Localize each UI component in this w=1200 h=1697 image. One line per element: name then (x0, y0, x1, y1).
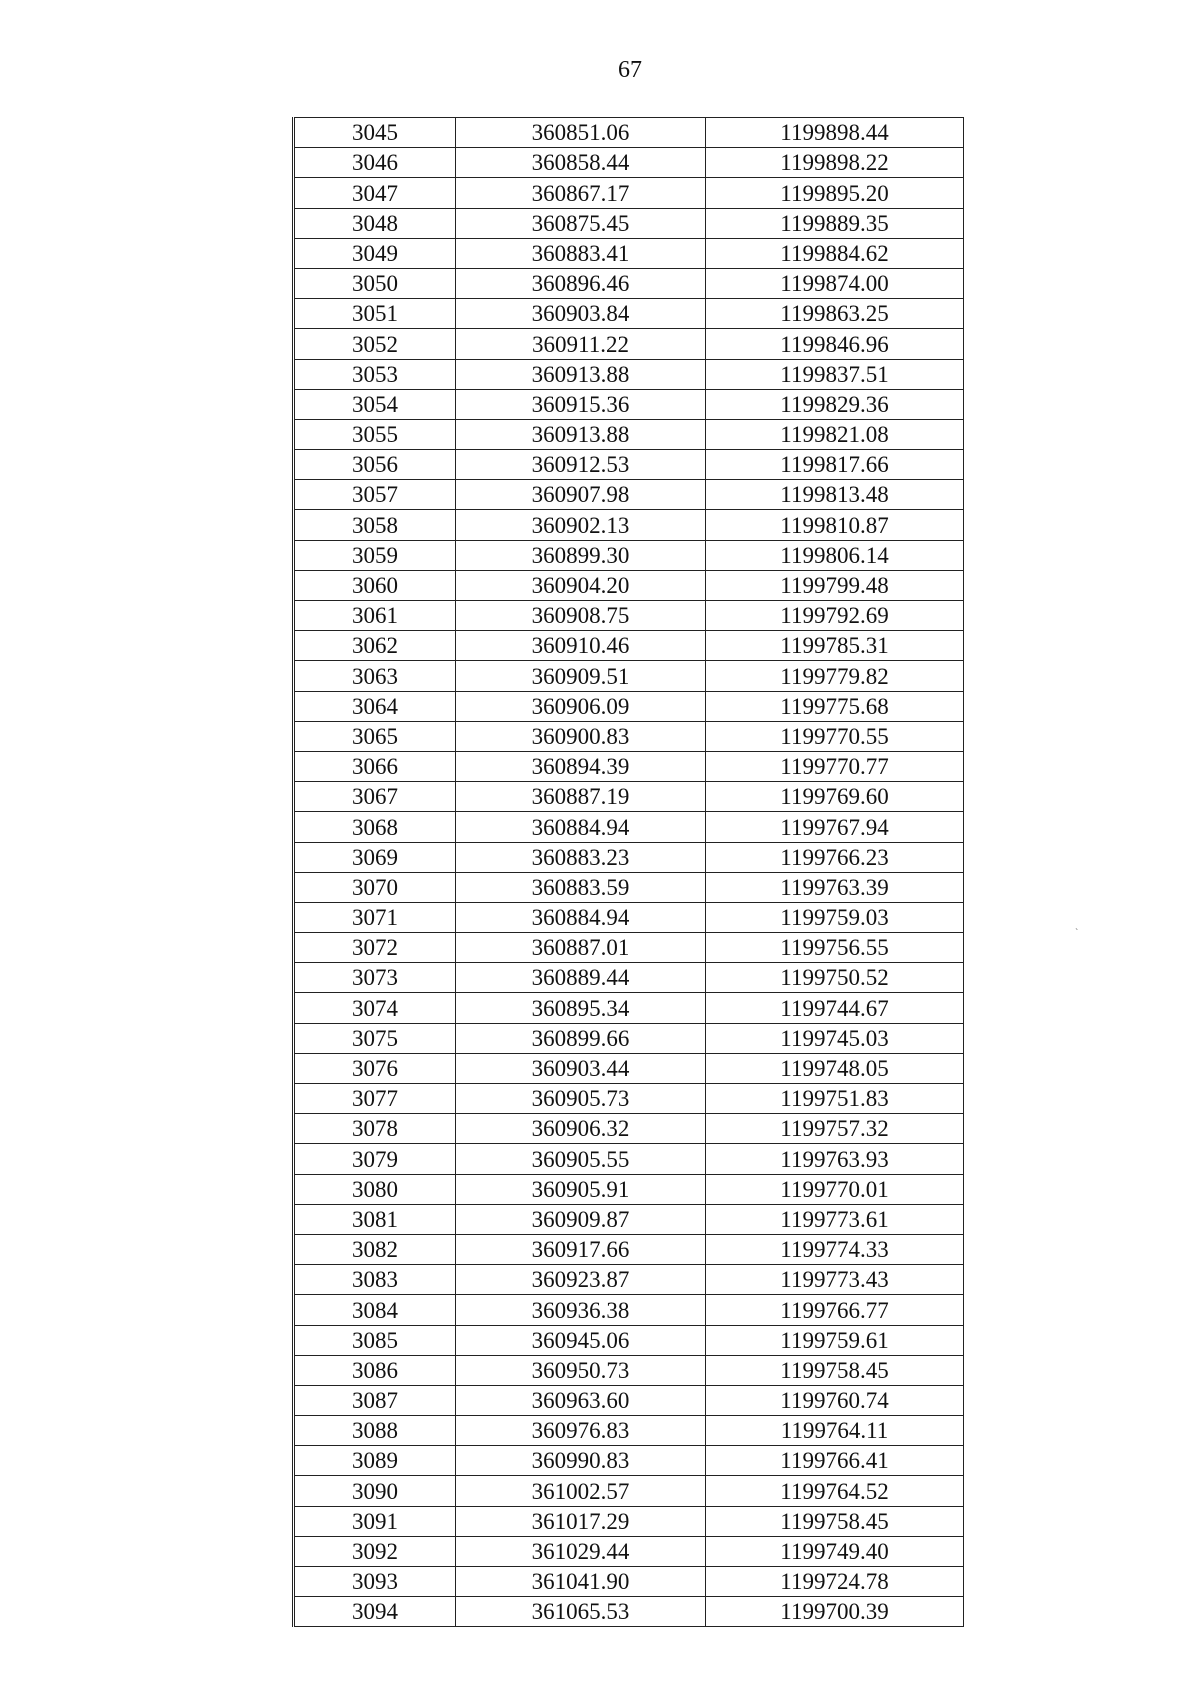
table-row (294, 1476, 964, 1506)
y-coordinate-cell: 1199806.14 (706, 540, 964, 570)
table-row (294, 389, 964, 419)
x-coordinate-cell: 360887.19 (456, 782, 706, 812)
table-row (294, 1506, 964, 1536)
table-row (294, 1446, 964, 1476)
point-number-cell: 3092 (294, 1536, 456, 1566)
table-row (294, 963, 964, 993)
table-row (294, 1023, 964, 1053)
x-coordinate-cell: 360936.38 (456, 1295, 706, 1325)
y-coordinate-cell: 1199769.60 (706, 782, 964, 812)
y-coordinate-cell: 1199750.52 (706, 963, 964, 993)
x-coordinate-cell: 361029.44 (456, 1536, 706, 1566)
point-number-cell: 3070 (294, 872, 456, 902)
table-row (294, 329, 964, 359)
y-coordinate-cell: 1199863.25 (706, 299, 964, 329)
x-coordinate-cell: 360905.91 (456, 1174, 706, 1204)
point-number-cell: 3048 (294, 208, 456, 238)
x-coordinate-cell: 360909.51 (456, 661, 706, 691)
point-number-cell: 3047 (294, 178, 456, 208)
x-coordinate-cell: 360867.17 (456, 178, 706, 208)
point-number-cell: 3088 (294, 1416, 456, 1446)
point-number-cell: 3062 (294, 631, 456, 661)
table-row (294, 1053, 964, 1083)
point-number-cell: 3063 (294, 661, 456, 691)
x-coordinate-cell: 360883.41 (456, 238, 706, 268)
y-coordinate-cell: 1199770.77 (706, 751, 964, 781)
table-row (294, 933, 964, 963)
table-row (294, 691, 964, 721)
y-coordinate-cell: 1199898.22 (706, 148, 964, 178)
table-row (294, 148, 964, 178)
table-row (294, 661, 964, 691)
point-number-cell: 3049 (294, 238, 456, 268)
y-coordinate-cell: 1199744.67 (706, 993, 964, 1023)
point-number-cell: 3045 (294, 118, 456, 148)
table-row (294, 359, 964, 389)
y-coordinate-cell: 1199764.52 (706, 1476, 964, 1506)
x-coordinate-cell: 360911.22 (456, 329, 706, 359)
y-coordinate-cell: 1199779.82 (706, 661, 964, 691)
point-number-cell: 3074 (294, 993, 456, 1023)
x-coordinate-cell: 360950.73 (456, 1355, 706, 1385)
x-coordinate-cell: 360894.39 (456, 751, 706, 781)
y-coordinate-cell: 1199770.55 (706, 721, 964, 751)
coordinates-table (292, 117, 964, 1627)
y-coordinate-cell: 1199756.55 (706, 933, 964, 963)
y-coordinate-cell: 1199837.51 (706, 359, 964, 389)
point-number-cell: 3093 (294, 1567, 456, 1597)
y-coordinate-cell: 1199766.41 (706, 1446, 964, 1476)
table-row (294, 1536, 964, 1566)
table-row (294, 540, 964, 570)
y-coordinate-cell: 1199748.05 (706, 1053, 964, 1083)
point-number-cell: 3082 (294, 1234, 456, 1264)
x-coordinate-cell: 360903.84 (456, 299, 706, 329)
y-coordinate-cell: 1199749.40 (706, 1536, 964, 1566)
point-number-cell: 3058 (294, 510, 456, 540)
point-number-cell: 3052 (294, 329, 456, 359)
y-coordinate-cell: 1199799.48 (706, 570, 964, 600)
y-coordinate-cell: 1199764.11 (706, 1416, 964, 1446)
x-coordinate-cell: 360909.87 (456, 1204, 706, 1234)
x-coordinate-cell: 360851.06 (456, 118, 706, 148)
y-coordinate-cell: 1199773.61 (706, 1204, 964, 1234)
x-coordinate-cell: 360875.45 (456, 208, 706, 238)
point-number-cell: 3079 (294, 1144, 456, 1174)
x-coordinate-cell: 360889.44 (456, 963, 706, 993)
x-coordinate-cell: 360923.87 (456, 1265, 706, 1295)
y-coordinate-cell: 1199774.33 (706, 1234, 964, 1264)
x-coordinate-cell: 360858.44 (456, 148, 706, 178)
point-number-cell: 3056 (294, 450, 456, 480)
y-coordinate-cell: 1199813.48 (706, 480, 964, 510)
x-coordinate-cell: 360906.32 (456, 1114, 706, 1144)
table-row (294, 1114, 964, 1144)
x-coordinate-cell: 360905.73 (456, 1084, 706, 1114)
point-number-cell: 3061 (294, 601, 456, 631)
point-number-cell: 3068 (294, 812, 456, 842)
table-row (294, 1325, 964, 1355)
x-coordinate-cell: 360908.75 (456, 601, 706, 631)
x-coordinate-cell: 360976.83 (456, 1416, 706, 1446)
table-row (294, 238, 964, 268)
x-coordinate-cell: 360910.46 (456, 631, 706, 661)
y-coordinate-cell: 1199773.43 (706, 1265, 964, 1295)
y-coordinate-cell: 1199763.93 (706, 1144, 964, 1174)
point-number-cell: 3069 (294, 842, 456, 872)
y-coordinate-cell: 1199817.66 (706, 450, 964, 480)
y-coordinate-cell: 1199898.44 (706, 118, 964, 148)
y-coordinate-cell: 1199846.96 (706, 329, 964, 359)
x-coordinate-cell: 360915.36 (456, 389, 706, 419)
table-row (294, 1385, 964, 1415)
table-row (294, 842, 964, 872)
coordinates-table-body (294, 118, 964, 1627)
point-number-cell: 3075 (294, 1023, 456, 1053)
y-coordinate-cell: 1199700.39 (706, 1597, 964, 1627)
page-number: 67 (618, 57, 642, 83)
x-coordinate-cell: 360905.55 (456, 1144, 706, 1174)
x-coordinate-cell: 360913.88 (456, 419, 706, 449)
point-number-cell: 3053 (294, 359, 456, 389)
point-number-cell: 3064 (294, 691, 456, 721)
point-number-cell: 3085 (294, 1325, 456, 1355)
x-coordinate-cell: 360900.83 (456, 721, 706, 751)
point-number-cell: 3071 (294, 902, 456, 932)
x-coordinate-cell: 360884.94 (456, 812, 706, 842)
table-row (294, 1174, 964, 1204)
point-number-cell: 3087 (294, 1385, 456, 1415)
table-row (294, 450, 964, 480)
point-number-cell: 3076 (294, 1053, 456, 1083)
y-coordinate-cell: 1199785.31 (706, 631, 964, 661)
table-row (294, 1355, 964, 1385)
table-row (294, 812, 964, 842)
x-coordinate-cell: 360899.30 (456, 540, 706, 570)
y-coordinate-cell: 1199766.77 (706, 1295, 964, 1325)
y-coordinate-cell: 1199763.39 (706, 872, 964, 902)
table-row (294, 268, 964, 298)
y-coordinate-cell: 1199884.62 (706, 238, 964, 268)
table-row (294, 872, 964, 902)
x-coordinate-cell: 360883.23 (456, 842, 706, 872)
y-coordinate-cell: 1199758.45 (706, 1506, 964, 1536)
point-number-cell: 3072 (294, 933, 456, 963)
table-row (294, 419, 964, 449)
point-number-cell: 3081 (294, 1204, 456, 1234)
stray-mark: ` (1075, 928, 1079, 939)
table-row (294, 510, 964, 540)
y-coordinate-cell: 1199751.83 (706, 1084, 964, 1114)
x-coordinate-cell: 360902.13 (456, 510, 706, 540)
x-coordinate-cell: 360904.20 (456, 570, 706, 600)
x-coordinate-cell: 360913.88 (456, 359, 706, 389)
table-row (294, 480, 964, 510)
point-number-cell: 3067 (294, 782, 456, 812)
point-number-cell: 3065 (294, 721, 456, 751)
table-row (294, 721, 964, 751)
y-coordinate-cell: 1199792.69 (706, 601, 964, 631)
y-coordinate-cell: 1199810.87 (706, 510, 964, 540)
x-coordinate-cell: 360903.44 (456, 1053, 706, 1083)
table-row (294, 631, 964, 661)
x-coordinate-cell: 361041.90 (456, 1567, 706, 1597)
table-row (294, 1265, 964, 1295)
x-coordinate-cell: 361002.57 (456, 1476, 706, 1506)
point-number-cell: 3091 (294, 1506, 456, 1536)
x-coordinate-cell: 360896.46 (456, 268, 706, 298)
table-row (294, 1144, 964, 1174)
y-coordinate-cell: 1199759.03 (706, 902, 964, 932)
x-coordinate-cell: 360907.98 (456, 480, 706, 510)
table-row (294, 1416, 964, 1446)
table-row (294, 993, 964, 1023)
x-coordinate-cell: 360895.34 (456, 993, 706, 1023)
point-number-cell: 3051 (294, 299, 456, 329)
x-coordinate-cell: 360990.83 (456, 1446, 706, 1476)
table-row (294, 782, 964, 812)
table-row (294, 299, 964, 329)
x-coordinate-cell: 360912.53 (456, 450, 706, 480)
point-number-cell: 3060 (294, 570, 456, 600)
y-coordinate-cell: 1199889.35 (706, 208, 964, 238)
table-row (294, 1597, 964, 1627)
y-coordinate-cell: 1199821.08 (706, 419, 964, 449)
point-number-cell: 3083 (294, 1265, 456, 1295)
point-number-cell: 3077 (294, 1084, 456, 1114)
y-coordinate-cell: 1199757.32 (706, 1114, 964, 1144)
y-coordinate-cell: 1199724.78 (706, 1567, 964, 1597)
point-number-cell: 3094 (352, 1599, 398, 1625)
table-row (294, 902, 964, 932)
point-number-cell: 3078 (294, 1114, 456, 1144)
y-coordinate-cell: 1199895.20 (706, 178, 964, 208)
table-row (294, 1204, 964, 1234)
table-row (294, 1084, 964, 1114)
y-coordinate-cell: 1199775.68 (706, 691, 964, 721)
point-number-cell: 3055 (294, 419, 456, 449)
x-coordinate-cell: 360887.01 (456, 933, 706, 963)
table-row (294, 751, 964, 781)
point-number-cell: 3046 (294, 148, 456, 178)
table-row (294, 570, 964, 600)
table-row (294, 178, 964, 208)
y-coordinate-cell: 1199766.23 (706, 842, 964, 872)
point-number-cell: 3054 (294, 389, 456, 419)
x-coordinate-cell: 360906.09 (456, 691, 706, 721)
y-coordinate-cell: 1199770.01 (706, 1174, 964, 1204)
y-coordinate-cell: 1199745.03 (706, 1023, 964, 1053)
table-row (294, 1567, 964, 1597)
y-coordinate-cell: 1199759.61 (706, 1325, 964, 1355)
point-number-cell: 3090 (294, 1476, 456, 1506)
x-coordinate-cell: 360899.66 (456, 1023, 706, 1053)
y-coordinate-cell: 1199767.94 (706, 812, 964, 842)
point-number-cell: 3066 (294, 751, 456, 781)
point-number-cell: 3080 (294, 1174, 456, 1204)
x-coordinate-cell: 360883.59 (456, 872, 706, 902)
table-row (294, 118, 964, 148)
table-row (294, 208, 964, 238)
x-coordinate-cell: 360945.06 (456, 1325, 706, 1355)
y-coordinate-cell: 1199874.00 (706, 268, 964, 298)
table-row (294, 1234, 964, 1264)
x-coordinate-cell: 360917.66 (456, 1234, 706, 1264)
y-coordinate-cell: 1199758.45 (706, 1355, 964, 1385)
x-coordinate-cell: 360963.60 (456, 1385, 706, 1415)
point-number-cell: 3059 (294, 540, 456, 570)
point-number-cell: 3089 (294, 1446, 456, 1476)
point-number-cell: 3073 (294, 963, 456, 993)
x-coordinate-cell: 361065.53 (456, 1597, 706, 1627)
y-coordinate-cell: 1199760.74 (706, 1385, 964, 1415)
point-number-cell: 3050 (294, 268, 456, 298)
x-coordinate-cell: 361017.29 (456, 1506, 706, 1536)
point-number-cell: 3086 (294, 1355, 456, 1385)
table-row (294, 1295, 964, 1325)
point-number-cell: 3084 (294, 1295, 456, 1325)
x-coordinate-cell: 360884.94 (456, 902, 706, 932)
point-number-cell: 3057 (294, 480, 456, 510)
y-coordinate-cell: 1199829.36 (706, 389, 964, 419)
table-row (294, 601, 964, 631)
